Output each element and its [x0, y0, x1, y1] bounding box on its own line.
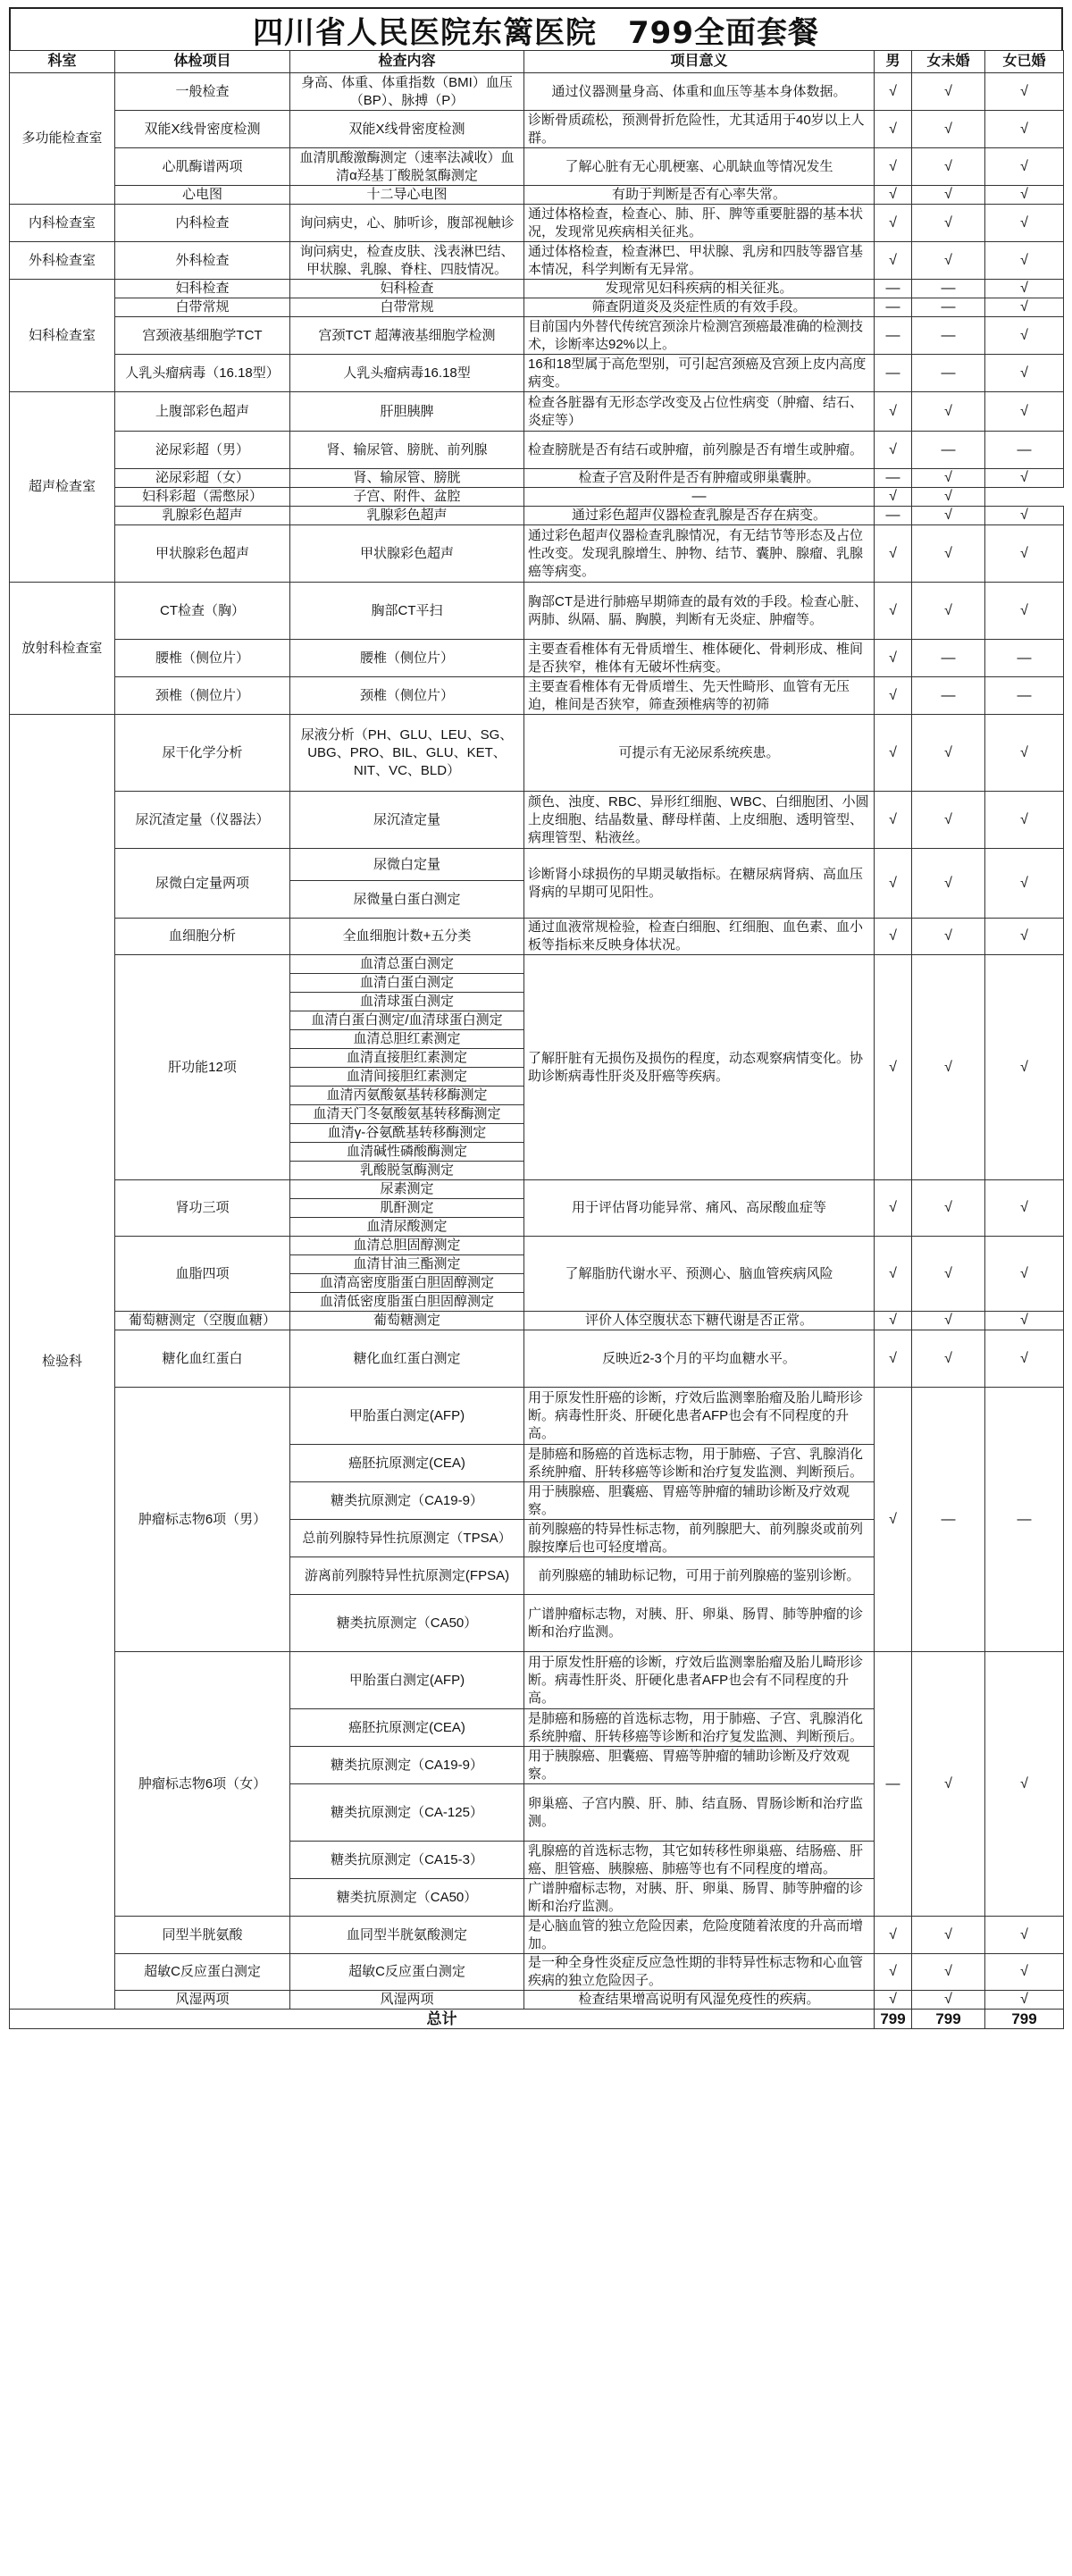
mark-male: √	[875, 1954, 912, 1991]
content-cell: 甲胎蛋白测定(AFP)	[290, 1652, 524, 1709]
mark-female-unmarried: —	[912, 298, 985, 317]
content-cell: 超敏C反应蛋白测定	[290, 1954, 524, 1991]
content-cell: 肌酐测定	[290, 1199, 524, 1218]
meaning-cell: 前列腺癌的辅助标记物，可用于前列腺癌的鉴别诊断。	[524, 1557, 875, 1595]
mark-male: —	[524, 488, 875, 507]
content-cell: 肾、输尿管、膀胱	[290, 469, 524, 488]
mark-female-married: √	[985, 525, 1064, 583]
mark-male: —	[875, 298, 912, 317]
content-cell: 人乳头瘤病毒16.18型	[290, 355, 524, 392]
mark-female-unmarried: √	[912, 1237, 985, 1312]
mark-male: √	[875, 1312, 912, 1330]
content-cell: 血清球蛋白测定	[290, 993, 524, 1011]
content-cell: 尿素测定	[290, 1180, 524, 1199]
mark-male: —	[875, 355, 912, 392]
meaning-cell: 反映近2-3个月的平均血糖水平。	[524, 1330, 875, 1388]
mark-female-unmarried: √	[912, 1330, 985, 1388]
content-cell: 血清尿酸测定	[290, 1218, 524, 1237]
mark-male: √	[875, 186, 912, 205]
content-cell: 身高、体重、体重指数（BMI）血压（BP）、脉搏（P）	[290, 73, 524, 111]
header-project: 体检项目	[115, 51, 290, 73]
meaning-cell: 颜色、浊度、RBC、异形红细胞、WBC、白细胞团、小圆上皮细胞、结晶数量、酵母样菌、上皮细胞、透明管型、病理管型、粘液丝。	[524, 792, 875, 849]
mark-female-married: √	[985, 469, 1064, 488]
project-cell: 糖化血红蛋白	[115, 1330, 290, 1388]
table-row	[10, 1954, 1064, 1991]
project-cell: 腰椎（侧位片）	[115, 640, 290, 677]
mark-female-unmarried: —	[912, 1388, 985, 1652]
mark-female-married: √	[985, 73, 1064, 111]
mark-male: √	[875, 849, 912, 919]
table-row	[10, 1330, 1064, 1388]
content-cell: 血清天门冬氨酸氨基转移酶测定	[290, 1105, 524, 1124]
table-row	[10, 1991, 1064, 2010]
meaning-cell: 检查各脏器有无形态学改变及占位性病变（肿瘤、结石、炎症等）	[524, 392, 875, 432]
mark-female-unmarried: √	[912, 111, 985, 148]
meaning-cell: 用于原发性肝癌的诊断，疗效后监测睾胎瘤及胎儿畸形诊断。病毒性肝炎、肝硬化患者AFP也会有不同程度的升高。	[524, 1388, 875, 1445]
content-cell: 询问病史，心、肺听诊，腹部视触诊	[290, 205, 524, 242]
meaning-cell: 通过彩色超声仪器检查乳腺情况，有无结节等形态及占位性改变。发现乳腺增生、肿物、结节、囊肿、腺瘤、乳腺癌等病变。	[524, 525, 875, 583]
mark-male: √	[875, 1991, 912, 2010]
mark-female-unmarried: √	[912, 919, 985, 955]
project-cell: 外科检查	[115, 242, 290, 280]
table-row	[10, 1237, 1064, 1255]
content-cell: 胸部CT平扫	[290, 583, 524, 640]
project-cell: 血细胞分析	[115, 919, 290, 955]
content-cell: 甲胎蛋白测定(AFP)	[290, 1388, 524, 1445]
table-row	[10, 111, 1064, 148]
meaning-cell: 是肺癌和肠癌的首选标志物，用于肺癌、子宫、乳腺消化系统肿瘤、肝转移癌等诊断和治疗复发监测、判断预后。	[524, 1709, 875, 1747]
mark-male: —	[875, 280, 912, 298]
table-row	[10, 317, 1064, 355]
title-bar	[9, 7, 1063, 50]
mark-male: √	[875, 640, 912, 677]
meaning-cell: 评价人体空腹状态下糖代谢是否正常。	[524, 1312, 875, 1330]
mark-female-unmarried: —	[912, 677, 985, 715]
mark-male: √	[875, 73, 912, 111]
meaning-cell: 主要查看椎体有无骨质增生、椎体硬化、骨刺形成、椎间是否狭窄，椎体有无破坏性病变。	[524, 640, 875, 677]
mark-female-married: √	[985, 111, 1064, 148]
total-male: 799	[875, 2010, 912, 2029]
header-content: 检查内容	[290, 51, 524, 73]
meaning-cell: 诊断肾小球损伤的早期灵敏指标。在糖尿病肾病、高血压肾病的早期可见阳性。	[524, 849, 875, 919]
project-cell: 甲状腺彩色超声	[115, 525, 290, 583]
meaning-cell: 卵巢癌、子宫内膜、肝、肺、结直肠、胃肠诊断和治疗监测。	[524, 1784, 875, 1842]
meaning-cell: 了解脂肪代谢水平、预测心、脑血管疾病风险	[524, 1237, 875, 1312]
table-row	[10, 583, 1064, 640]
content-cell: 葡萄糖测定	[290, 1312, 524, 1330]
mark-female-married: √	[985, 280, 1064, 298]
mark-female-married: √	[985, 507, 1064, 525]
header-male: 男	[875, 51, 912, 73]
content-cell: 血清低密度脂蛋白胆固醇测定	[290, 1293, 524, 1312]
content-cell: 询问病史，检查皮肤、浅表淋巴结、甲状腺、乳腺、脊柱、四肢情况。	[290, 242, 524, 280]
project-cell: 乳腺彩色超声	[115, 507, 290, 525]
table-row	[10, 392, 1064, 432]
meaning-cell: 有助于判断是否有心率失常。	[524, 186, 875, 205]
content-cell: 腰椎（侧位片）	[290, 640, 524, 677]
table-row	[10, 73, 1064, 111]
mark-female-married: √	[985, 1237, 1064, 1312]
project-cell: 上腹部彩色超声	[115, 392, 290, 432]
mark-female-unmarried: √	[912, 186, 985, 205]
mark-male: √	[875, 715, 912, 792]
meaning-cell: 前列腺癌的特异性标志物，前列腺肥大、前列腺炎或前列腺按摩后也可轻度增高。	[524, 1520, 875, 1557]
meaning-cell: 乳腺癌的首选标志物，其它如转移性卵巢癌、结肠癌、肝癌、胆管癌、胰腺癌、肺癌等也有不同程度的增高。	[524, 1842, 875, 1879]
mark-female-married: √	[985, 919, 1064, 955]
content-cell: 血清γ-谷氨酰基转移酶测定	[290, 1124, 524, 1143]
total-female-married: 799	[985, 2010, 1064, 2029]
project-cell: 心肌酶谱两项	[115, 148, 290, 186]
mark-female-unmarried: √	[912, 525, 985, 583]
table-row	[10, 1652, 1064, 1709]
mark-female-married: √	[985, 298, 1064, 317]
content-cell: 糖类抗原测定（CA19-9）	[290, 1747, 524, 1784]
table-row	[10, 432, 1064, 469]
meaning-cell: 可提示有无泌尿系统疾患。	[524, 715, 875, 792]
project-cell: 肿瘤标志物6项（女）	[115, 1652, 290, 1917]
mark-male: —	[875, 317, 912, 355]
mark-female-married: √	[985, 148, 1064, 186]
content-cell: 血清总胆红素测定	[290, 1030, 524, 1049]
mark-female-married: √	[985, 1917, 1064, 1954]
mark-female-unmarried: —	[912, 640, 985, 677]
project-cell: 泌尿彩超（女）	[115, 469, 290, 488]
project-cell: 超敏C反应蛋白测定	[115, 1954, 290, 1991]
meaning-cell: 胸部CT是进行肺癌早期筛查的最有效的手段。检查心脏、两肺、纵隔、膈、胸膜，判断有无炎症、肿瘤等。	[524, 583, 875, 640]
mark-female-unmarried: √	[912, 1180, 985, 1237]
content-cell: 血清总蛋白测定	[290, 955, 524, 974]
project-cell: 内科检查	[115, 205, 290, 242]
meaning-cell: 主要查看椎体有无骨质增生、先天性畸形、血管有无压迫，椎间是否狭窄，筛查颈椎病等的初筛	[524, 677, 875, 715]
project-cell: 同型半胱氨酸	[115, 1917, 290, 1954]
meaning-cell: 是心脑血管的独立危险因素，危险度随着浓度的升高而增加。	[524, 1917, 875, 1954]
mark-female-unmarried: √	[912, 1312, 985, 1330]
content-cell: 血清白蛋白测定/血清球蛋白测定	[290, 1011, 524, 1030]
mark-female-unmarried: √	[912, 715, 985, 792]
mark-female-unmarried: √	[912, 73, 985, 111]
mark-female-unmarried: √	[912, 205, 985, 242]
meaning-cell: 是一种全身性炎症反应急性期的非特异性标志物和心血管疾病的独立危险因子。	[524, 1954, 875, 1991]
content-cell: 血清碱性磷酸酶测定	[290, 1143, 524, 1162]
dept-cell: 放射科检查室	[10, 583, 115, 715]
total-female-unmarried: 799	[912, 2010, 985, 2029]
content-cell: 妇科检查	[290, 280, 524, 298]
mark-female-unmarried: √	[912, 1917, 985, 1954]
project-cell: 尿干化学分析	[115, 715, 290, 792]
content-cell: 尿液分析（PH、GLU、LEU、SG、UBG、PRO、BIL、GLU、KET、NIT、VC、BLD）	[290, 715, 524, 792]
total-row	[10, 2010, 1064, 2029]
mark-female-married: √	[985, 392, 1064, 432]
mark-female-married: √	[985, 205, 1064, 242]
project-cell: 血脂四项	[115, 1237, 290, 1312]
project-cell: 心电图	[115, 186, 290, 205]
content-cell: 白带常规	[290, 298, 524, 317]
project-cell: 肝功能12项	[115, 955, 290, 1180]
table-row	[10, 507, 1064, 525]
content-cell: 十二导心电图	[290, 186, 524, 205]
total-label: 总计	[10, 2010, 875, 2029]
meaning-cell: 通过体格检查，检查心、肺、肝、脾等重要脏器的基本状况，发现常见疾病相关征兆。	[524, 205, 875, 242]
project-cell: 尿微白定量两项	[115, 849, 290, 919]
mark-male: √	[875, 1917, 912, 1954]
meaning-cell: 用于胰腺癌、胆囊癌、胃癌等肿瘤的辅助诊断及疗效观察。	[524, 1747, 875, 1784]
mark-female-married: √	[985, 1954, 1064, 1991]
project-cell: 颈椎（侧位片）	[115, 677, 290, 715]
mark-female-unmarried: √	[912, 469, 985, 488]
mark-female-married: √	[985, 792, 1064, 849]
meaning-cell: 诊断骨质疏松，预测骨折危险性，尤其适用于40岁以上人群。	[524, 111, 875, 148]
table-row	[10, 677, 1064, 715]
mark-female-unmarried: √	[912, 1991, 985, 2010]
content-cell: 血清直接胆红素测定	[290, 1049, 524, 1068]
mark-female-unmarried: —	[912, 355, 985, 392]
content-cell: 游离前列腺特异性抗原测定(FPSA)	[290, 1557, 524, 1595]
content-cell: 血清间接胆红素测定	[290, 1068, 524, 1087]
content-cell: 糖类抗原测定（CA15-3）	[290, 1842, 524, 1879]
table-row	[10, 242, 1064, 280]
mark-male: √	[875, 1388, 912, 1652]
mark-female-unmarried: √	[912, 1954, 985, 1991]
mark-female-married: √	[985, 955, 1064, 1180]
mark-female-married: √	[985, 583, 1064, 640]
mark-female-married: √	[985, 1991, 1064, 2010]
header-female-unmarried: 女未婚	[912, 51, 985, 73]
header-meaning: 项目意义	[524, 51, 875, 73]
mark-female-married: √	[985, 242, 1064, 280]
mark-male: √	[875, 677, 912, 715]
project-cell: 风湿两项	[115, 1991, 290, 2010]
table-row	[10, 469, 1064, 488]
meaning-cell: 筛查阴道炎及炎症性质的有效手段。	[524, 298, 875, 317]
content-cell: 尿微白定量	[290, 849, 524, 881]
dept-cell: 检验科	[10, 715, 115, 2010]
table-row	[10, 355, 1064, 392]
meaning-cell: 通过血液常规检验，检查白细胞、红细胞、血色素、血小板等指标来反映身体状况。	[524, 919, 875, 955]
mark-female-unmarried: —	[912, 432, 985, 469]
content-cell: 血清丙氨酸氨基转移酶测定	[290, 1087, 524, 1105]
project-cell: 双能X线骨密度检测	[115, 111, 290, 148]
mark-female-unmarried: √	[912, 148, 985, 186]
meaning-cell: 用于评估肾功能异常、痛风、高尿酸血症等	[524, 1180, 875, 1237]
content-cell: 血清高密度脂蛋白胆固醇测定	[290, 1274, 524, 1293]
mark-female-married: √	[985, 1180, 1064, 1237]
content-cell: 尿微量白蛋白测定	[290, 881, 524, 919]
mark-female-unmarried: √	[912, 849, 985, 919]
meaning-cell: 通过体格检查，检查淋巴、甲状腺、乳房和四肢等器官基本情况，科学判断有无异常。	[524, 242, 875, 280]
table-body	[10, 73, 1064, 2010]
mark-male: √	[875, 392, 912, 432]
project-cell: 白带常规	[115, 298, 290, 317]
project-cell: 妇科检查	[115, 280, 290, 298]
mark-female-married: √	[985, 1330, 1064, 1388]
content-cell: 癌胚抗原测定(CEA)	[290, 1709, 524, 1747]
mark-female-unmarried: √	[875, 488, 912, 507]
meaning-cell: 了解肝脏有无损伤及损伤的程度，动态观察病情变化。协助诊断病毒性肝炎及肝癌等疾病。	[524, 955, 875, 1180]
table-row	[10, 715, 1064, 792]
mark-male: √	[875, 919, 912, 955]
dept-cell: 内科检查室	[10, 205, 115, 242]
content-cell: 全血细胞计数+五分类	[290, 919, 524, 955]
table-row	[10, 280, 1064, 298]
mark-female-unmarried: —	[912, 280, 985, 298]
table-row	[10, 205, 1064, 242]
mark-female-married: √	[912, 488, 985, 507]
mark-female-unmarried: √	[912, 1652, 985, 1917]
project-cell: 肿瘤标志物6项（男）	[115, 1388, 290, 1652]
meaning-cell: 目前国内外替代传统宫颈涂片检测宫颈癌最准确的检测技术，诊断率达92%以上。	[524, 317, 875, 355]
meaning-cell: 通过仪器测量身高、体重和血压等基本身体数据。	[524, 73, 875, 111]
meaning-cell: 广谱肿瘤标志物，对胰、肝、卵巢、肠胃、肺等肿瘤的诊断和治疗监测。	[524, 1879, 875, 1917]
project-cell: 泌尿彩超（男）	[115, 432, 290, 469]
mark-male: √	[875, 525, 912, 583]
table-row	[10, 792, 1064, 849]
content-cell: 宫颈TCT 超薄液基细胞学检测	[290, 317, 524, 355]
mark-male: —	[875, 1652, 912, 1917]
dept-cell: 多功能检查室	[10, 73, 115, 205]
mark-male: —	[875, 469, 912, 488]
mark-female-unmarried: √	[912, 242, 985, 280]
header-female-married: 女已婚	[985, 51, 1064, 73]
mark-male: √	[875, 205, 912, 242]
content-cell: 乳酸脱氢酶测定	[290, 1162, 524, 1180]
meaning-cell: 广谱肿瘤标志物，对胰、肝、卵巢、肠胃、肺等肿瘤的诊断和治疗监测。	[524, 1595, 875, 1652]
meaning-cell: 检查子宫及附件是否有肿瘤或卵巢囊肿。	[524, 469, 875, 488]
mark-male: √	[875, 432, 912, 469]
mark-male: √	[875, 792, 912, 849]
header-dept: 科室	[10, 51, 115, 73]
mark-female-married: —	[985, 640, 1064, 677]
table-row	[10, 488, 1064, 507]
project-cell: CT检查（胸）	[115, 583, 290, 640]
mark-female-married: √	[985, 355, 1064, 392]
content-cell: 血清总胆固醇测定	[290, 1237, 524, 1255]
content-cell: 糖类抗原测定（CA50）	[290, 1595, 524, 1652]
content-cell: 糖类抗原测定（CA19-9）	[290, 1482, 524, 1520]
project-cell: 人乳头瘤病毒（16.18型）	[115, 355, 290, 392]
meaning-cell: 检查结果增高说明有风湿免疫性的疾病。	[524, 1991, 875, 2010]
dept-cell: 外科检查室	[10, 242, 115, 280]
project-cell: 宫颈液基细胞学TCT	[115, 317, 290, 355]
mark-female-married: —	[985, 677, 1064, 715]
mark-female-unmarried: √	[912, 392, 985, 432]
table-row	[10, 148, 1064, 186]
table-row	[10, 1180, 1064, 1199]
content-cell: 甲状腺彩色超声	[290, 525, 524, 583]
dept-cell: 妇科检查室	[10, 280, 115, 392]
project-cell: 葡萄糖测定（空腹血糖）	[115, 1312, 290, 1330]
mark-female-unmarried: √	[912, 792, 985, 849]
package-table	[9, 50, 1064, 2029]
mark-male: —	[875, 507, 912, 525]
mark-male: √	[875, 955, 912, 1180]
meaning-cell: 了解心脏有无心肌梗塞、心肌缺血等情况发生	[524, 148, 875, 186]
content-cell: 血清白蛋白测定	[290, 974, 524, 993]
project-cell: 一般检查	[115, 73, 290, 111]
content-cell: 尿沉渣定量	[290, 792, 524, 849]
mark-female-married: √	[985, 715, 1064, 792]
content-cell: 颈椎（侧位片）	[290, 677, 524, 715]
table-row	[10, 919, 1064, 955]
mark-female-married: —	[985, 1388, 1064, 1652]
mark-female-married: √	[985, 1312, 1064, 1330]
meaning-cell: 发现常见妇科疾病的相关征兆。	[524, 280, 875, 298]
content-cell: 血同型半胱氨酸测定	[290, 1917, 524, 1954]
mark-female-unmarried: √	[912, 583, 985, 640]
content-cell: 糖化血红蛋白测定	[290, 1330, 524, 1388]
mark-male: √	[875, 148, 912, 186]
project-cell: 妇科彩超（需憋尿）	[115, 488, 290, 507]
header-row	[10, 51, 1064, 73]
content-cell: 乳腺彩色超声	[290, 507, 524, 525]
meaning-cell: 用于胰腺癌、胆囊癌、胃癌等肿瘤的辅助诊断及疗效观察。	[524, 1482, 875, 1520]
table-row	[10, 849, 1064, 881]
table-row	[10, 1917, 1064, 1954]
mark-female-unmarried: —	[912, 317, 985, 355]
mark-female-married: √	[985, 317, 1064, 355]
meaning-cell: 是肺癌和肠癌的首选标志物，用于肺癌、子宫、乳腺消化系统肿瘤、肝转移癌等诊断和治疗复发监测、判断预后。	[524, 1445, 875, 1482]
table-row	[10, 1388, 1064, 1445]
meaning-cell: 检查膀胱是否有结石或肿瘤，前列腺是否有增生或肿瘤。	[524, 432, 875, 469]
content-cell: 肝胆胰脾	[290, 392, 524, 432]
project-cell: 肾功三项	[115, 1180, 290, 1237]
mark-female-married: √	[985, 1652, 1064, 1917]
content-cell: 总前列腺特异性抗原测定（TPSA）	[290, 1520, 524, 1557]
page-title: 四川省人民医院东篱医院 799全面套餐	[253, 14, 819, 51]
table-row	[10, 525, 1064, 583]
meaning-cell: 用于原发性肝癌的诊断，疗效后监测睾胎瘤及胎儿畸形诊断。病毒性肝炎、肝硬化患者AFP也会有不同程度的升高。	[524, 1652, 875, 1709]
table-row	[10, 298, 1064, 317]
table-row	[10, 640, 1064, 677]
mark-female-married: √	[985, 186, 1064, 205]
mark-female-married: √	[985, 849, 1064, 919]
mark-female-married: —	[985, 432, 1064, 469]
mark-male: √	[875, 1180, 912, 1237]
content-cell: 糖类抗原测定（CA50）	[290, 1879, 524, 1917]
content-cell: 风湿两项	[290, 1991, 524, 2010]
content-cell: 血清肌酸激酶测定（速率法减收）血清α羟基丁酸脱氢酶测定	[290, 148, 524, 186]
content-cell: 癌胚抗原测定(CEA)	[290, 1445, 524, 1482]
dept-cell: 超声检查室	[10, 392, 115, 583]
content-cell: 双能X线骨密度检测	[290, 111, 524, 148]
mark-male: √	[875, 583, 912, 640]
table-row	[10, 1312, 1064, 1330]
mark-female-unmarried: √	[912, 507, 985, 525]
content-cell: 肾、输尿管、膀胱、前列腺	[290, 432, 524, 469]
mark-male: √	[875, 1237, 912, 1312]
mark-male: √	[875, 242, 912, 280]
meaning-cell: 16和18型属于高危型别，可引起宫颈癌及宫颈上皮内高度病变。	[524, 355, 875, 392]
table-row	[10, 955, 1064, 974]
content-cell: 血清甘油三酯测定	[290, 1255, 524, 1274]
project-cell: 尿沉渣定量（仪器法）	[115, 792, 290, 849]
mark-male: √	[875, 111, 912, 148]
content-cell: 子宫、附件、盆腔	[290, 488, 524, 507]
mark-male: √	[875, 1330, 912, 1388]
meaning-cell: 通过彩色超声仪器检查乳腺是否存在病变。	[524, 507, 875, 525]
table-row	[10, 186, 1064, 205]
content-cell: 糖类抗原测定（CA-125）	[290, 1784, 524, 1842]
mark-female-unmarried: √	[912, 955, 985, 1180]
